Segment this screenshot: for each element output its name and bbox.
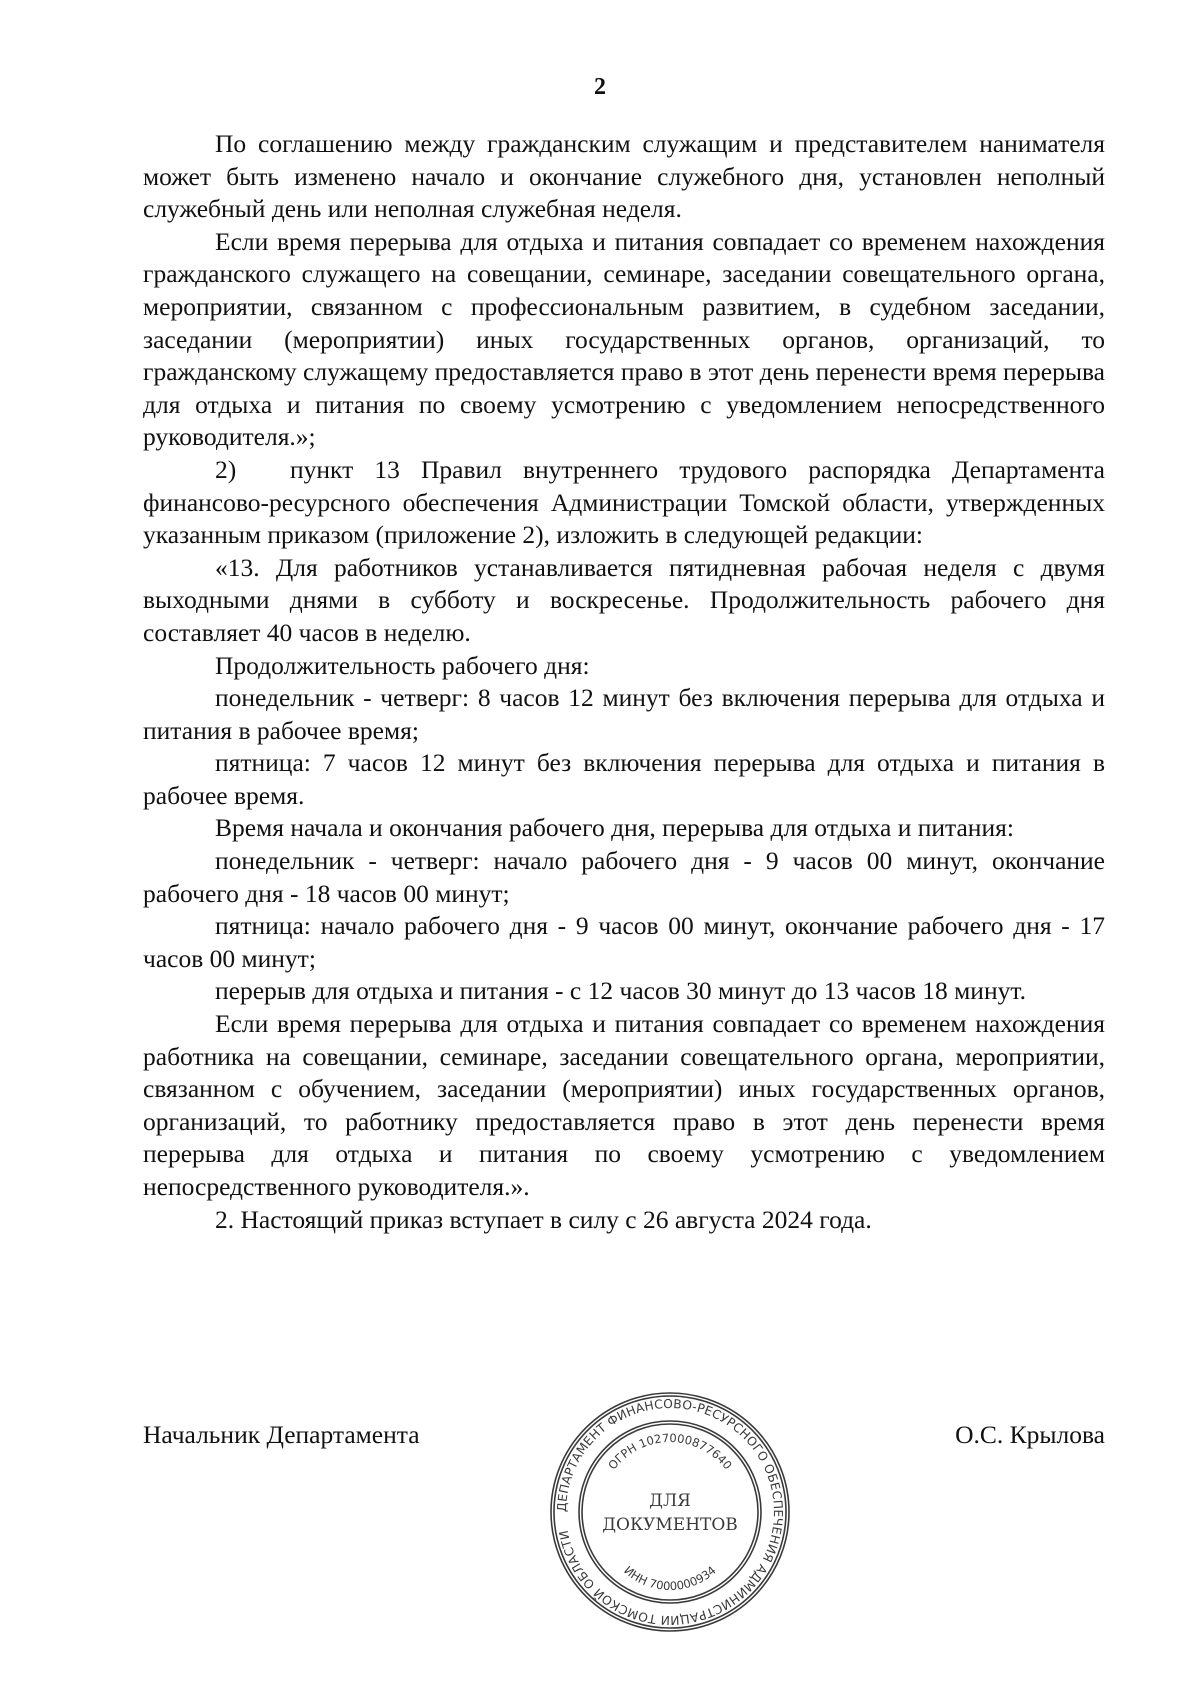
list-item-text: пункт 13 Правил внутреннего трудового распорядка Департамента финансово-ресурсного обеспечения Администрации Томской области, утвержденных указанным приказом (приложение 2), изложить в следующей редакции:	[143, 454, 1105, 550]
paragraph: пятница: 7 часов 12 минут без включения перерыва для отдыха и питания в рабочее время.	[143, 748, 1105, 810]
stamp-ogrn-text: ОГРН 1027000877640	[605, 1430, 735, 1473]
paragraph: Продолжительность рабочего дня:	[215, 650, 590, 680]
stamp-outer-text: ДЕПАРТАМЕНТ ФИНАНСОВО-РЕСУРСНОГО ОБЕСПЕЧЕНИЯ АДМИНИСТРАЦИИ ТОМСКОЙ ОБЛАСТИ	[554, 1396, 786, 1628]
paragraph: понедельник - четверг: 8 часов 12 минут без включения перерыва для отдыха и питания в рабочее время;	[143, 683, 1105, 745]
list-item-2	[143, 454, 1105, 552]
official-stamp	[548, 1390, 792, 1634]
document-body	[143, 128, 1105, 1236]
svg-text:ИНН 7000000934	[621, 1563, 718, 1593]
paragraph: Время начала и окончания рабочего дня, перерыва для отдыха и питания:	[215, 813, 1014, 843]
page-number: 2	[594, 74, 606, 100]
paragraph: понедельник - четверг: начало рабочего дня - 9 часов 00 минут, окончание рабочего дня - 18 часов 00 минут;	[143, 846, 1105, 908]
stamp-inn-text: ИНН 7000000934	[621, 1563, 719, 1594]
stamp-center-line1: ДЛЯ	[649, 1491, 691, 1511]
paragraph: пятница: начало рабочего дня - 9 часов 00 минут, окончание рабочего дня - 17 часов 00 минут;	[143, 911, 1105, 973]
paragraph: перерыв для отдыха и питания - с 12 часов 30 минут до 13 часов 18 минут.	[215, 976, 1026, 1006]
list-item-number: 2)	[215, 454, 237, 484]
paragraph: Если время перерыва для отдыха и питания совпадает со временем нахождения гражданского служащего на совещании, семинаре, заседании совещательного органа, мероприятии, связанном с профессиональным развитием, в судебном заседании, заседании (мероприятии) иных государственных органов, организаций, то гражданскому служащему предоставляется право в этот день перенести время перерыва для отдыха и питания по своему усмотрению с уведомлением непосредственного руководителя.»;	[143, 226, 1105, 452]
signature-name: О.С. Крылова	[955, 1420, 1105, 1449]
signature-position: Начальник Департамента	[143, 1420, 420, 1449]
paragraph: Если время перерыва для отдыха и питания совпадает со временем нахождения работника на совещании, семинаре, заседании совещательного органа, мероприятии, связанном с обучением, заседании (мероприятии) иных государственных органов, организаций, то работнику предоставляется право в этот день перенести время перерыва для отдыха и питания по своему усмотрению с уведомлением непосредственного руководителя.».	[143, 1009, 1105, 1201]
paragraph: По соглашению между гражданским служащим и представителем нанимателя может быть изменено начало и окончание служебного дня, установлен неполный служебный день или неполная служебная неделя.	[143, 129, 1105, 224]
stamp-seal-icon	[548, 1390, 792, 1634]
paragraph: «13. Для работников устанавливается пятидневная рабочая неделя с двумя выходными днями в субботу и воскресенье. Продолжительность рабочего дня составляет 40 часов в неделю.	[143, 552, 1105, 647]
stamp-center-line2: ДОКУМЕНТОВ	[602, 1515, 738, 1535]
paragraph: 2. Настоящий приказ вступает в силу с 26 августа 2024 года.	[215, 1204, 872, 1234]
